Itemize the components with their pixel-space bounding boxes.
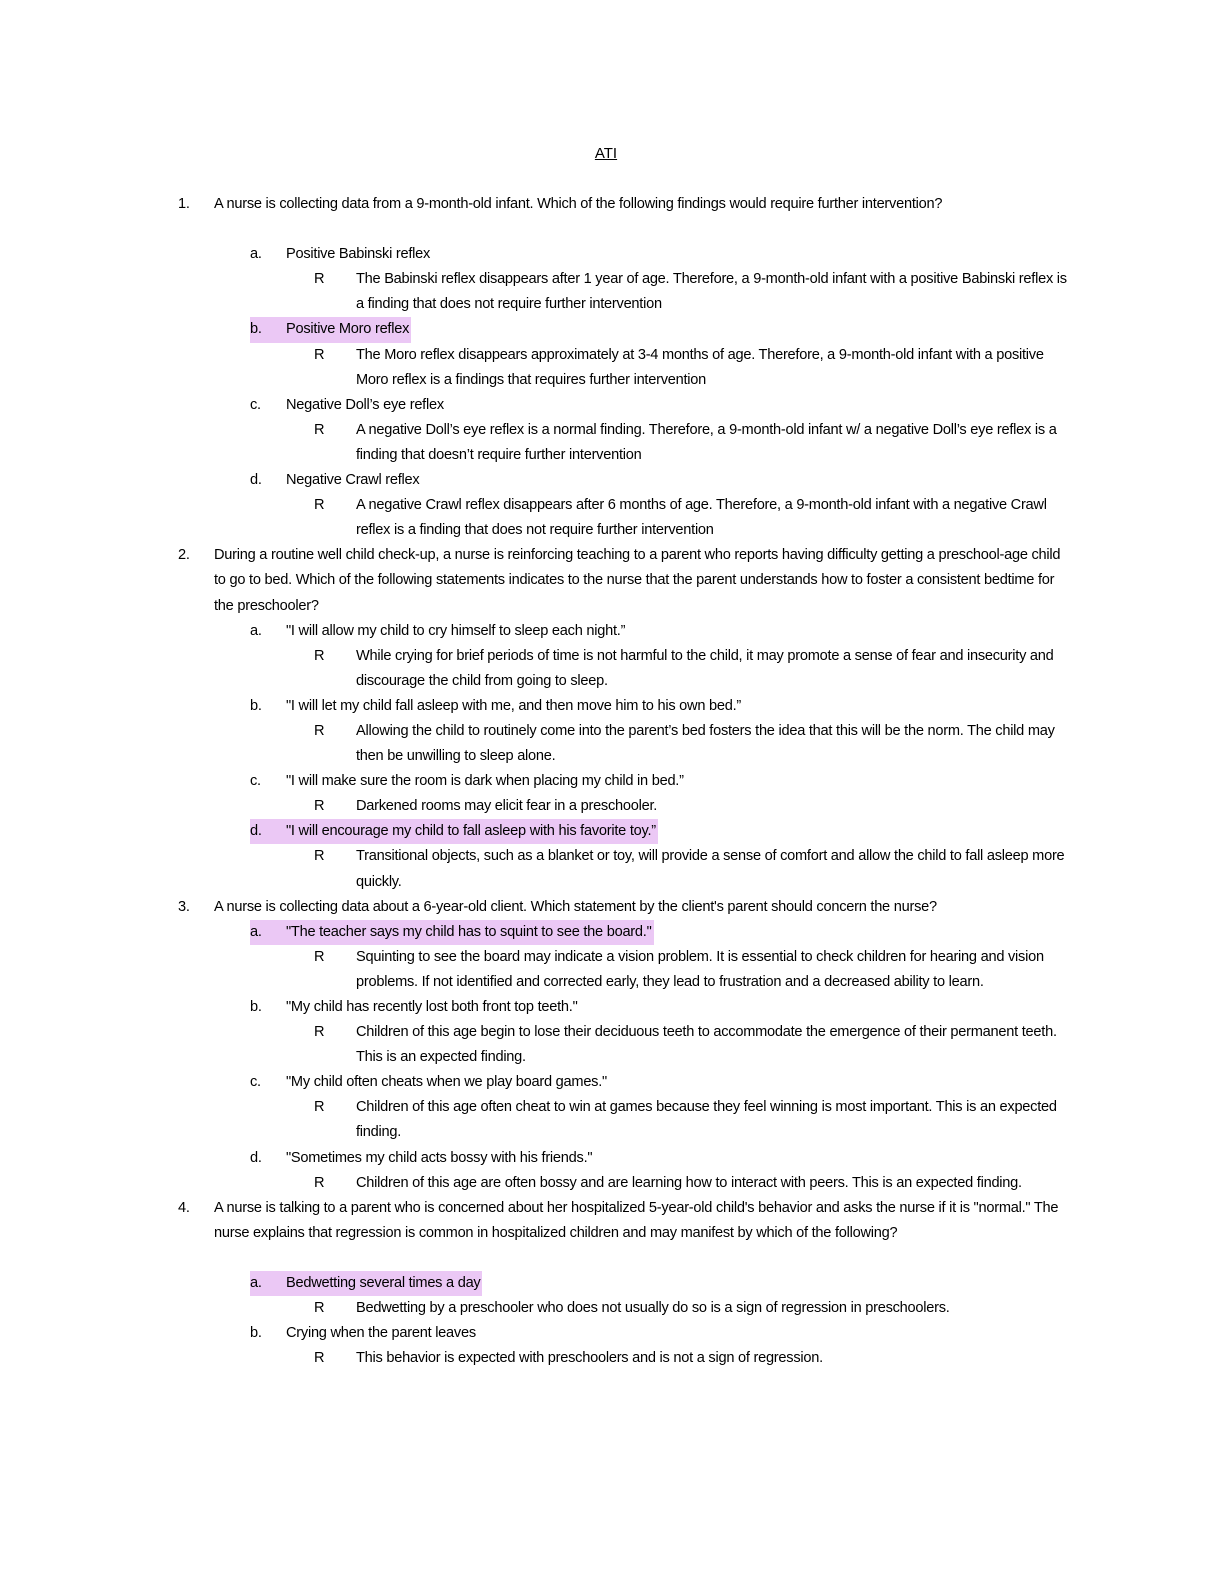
rationale-text: Children of this age are often bossy and are learning how to interact with peers. This is an expected finding. [356, 1174, 1022, 1191]
rationale [314, 1020, 1078, 1070]
option-text: "The teacher says my child has to squint to see the board." [286, 923, 652, 940]
question-number: 2. [178, 547, 190, 564]
option-text: Negative Doll’s eye reflex [286, 396, 444, 413]
question-number: 1. [178, 196, 190, 212]
option-d [250, 1146, 1078, 1171]
option-text: "Sometimes my child acts bossy with his friends." [286, 1149, 593, 1166]
option-letter: d. [250, 823, 262, 840]
option-letter: d. [250, 472, 262, 489]
question-text: A nurse is collecting data from a 9-month-old infant. Which of the following findings would require further intervention? [214, 196, 943, 212]
rationale [314, 493, 1078, 543]
option-text: Negative Crawl reflex [286, 472, 420, 489]
rationale-marker: R [314, 1350, 325, 1367]
option-b [250, 1321, 1078, 1346]
option-letter: b. [250, 321, 262, 338]
option-text: "I will make sure the room is dark when placing my child in bed.” [286, 773, 684, 790]
rationale-marker: R [314, 647, 325, 664]
rationale [314, 644, 1078, 694]
option-text: "I will allow my child to cry himself to sleep each night.” [286, 622, 626, 639]
rationale-text: Transitional objects, such as a blanket or toy, will provide a sense of comfort and allow the child to fall asleep more quickly. [356, 848, 1065, 890]
option-letter: a. [250, 923, 262, 940]
rationale-marker: R [314, 798, 325, 815]
option-text: "I will let my child fall asleep with me, and then move him to his own bed.” [286, 697, 742, 714]
rationale [314, 719, 1078, 769]
rationale [314, 1296, 1078, 1321]
option-text: Crying when the parent leaves [286, 1325, 476, 1342]
rationale-marker: R [314, 1300, 325, 1317]
rationale-text: Bedwetting by a preschooler who does not usually do so is a sign of regression in preschoolers. [356, 1300, 950, 1317]
rationale-marker: R [314, 346, 325, 363]
rationale-text: The Babinski reflex disappears after 1 year of age. Therefore, a 9-month-old infant with a positive Babinski reflex is a finding that does not require further intervention [356, 271, 1067, 313]
rationale-marker: R [314, 948, 325, 965]
option-letter: b. [250, 999, 262, 1016]
rationale [314, 418, 1078, 468]
question-text: During a routine well child check-up, a nurse is reinforcing teaching to a parent who reports having difficulty getting a preschool-age child to go to bed. Which of the following statements indicates to the nurse that the parent understands how to foster a consistent bedtime for the preschooler? [214, 547, 1061, 614]
option-a [250, 242, 1078, 267]
question-number: 3. [178, 898, 190, 915]
option-b [250, 694, 1078, 719]
option-text: "I will encourage my child to fall asleep with his favorite toy.” [286, 823, 656, 840]
option-letter: c. [250, 773, 261, 790]
rationale-marker: R [314, 1174, 325, 1191]
rationale-marker: R [314, 1024, 325, 1041]
rationale [314, 343, 1078, 393]
rationale [314, 945, 1078, 995]
rationale-text: This behavior is expected with preschoolers and is not a sign of regression. [356, 1350, 823, 1367]
rationale [314, 267, 1078, 317]
option-letter: a. [250, 246, 262, 263]
option-a [250, 619, 1078, 644]
option-letter: a. [250, 622, 262, 639]
option-c [250, 393, 1078, 418]
rationale-text: Children of this age begin to lose their deciduous teeth to accommodate the emergence of their permanent teeth. This is an expected finding. [356, 1024, 1057, 1066]
rationale-text: Darkened rooms may elicit fear in a preschooler. [356, 798, 658, 815]
rationale-text: A negative Doll’s eye reflex is a normal finding. Therefore, a 9-month-old infant w/ a negative Doll’s eye reflex is a finding that doesn’t require further intervention [356, 421, 1057, 463]
rationale-text: A negative Crawl reflex disappears after 6 months of age. Therefore, a 9-month-old infant with a negative Crawl reflex is a finding that does not require further intervention [356, 497, 1047, 539]
rationale-marker: R [314, 848, 325, 865]
option-b-correct [250, 317, 1078, 342]
rationale [314, 1095, 1078, 1145]
rationale [314, 794, 1078, 819]
rationale [314, 1171, 1078, 1196]
option-letter: b. [250, 697, 262, 714]
option-a-correct [250, 920, 1078, 945]
option-b [250, 995, 1078, 1020]
option-text: "My child has recently lost both front top teeth." [286, 999, 578, 1016]
rationale [314, 1346, 1078, 1371]
question-text: A nurse is collecting data about a 6-year-old client. Which statement by the client's parent should concern the nurse? [214, 898, 937, 915]
option-d [250, 468, 1078, 493]
question-1 [178, 192, 1078, 543]
rationale-text: The Moro reflex disappears approximately at 3-4 months of age. Therefore, a 9-month-old infant with a positive Moro reflex is a findings that requires further intervention [356, 346, 1044, 388]
rationale-text: While crying for brief periods of time is not harmful to the child, it may promote a sense of fear and insecurity and discourage the child from going to sleep. [356, 647, 1054, 689]
rationale-text: Children of this age often cheat to win at games because they feel winning is most important. This is an expected finding. [356, 1099, 1057, 1141]
option-d-correct [250, 819, 1078, 844]
question-3 [178, 895, 1078, 1196]
question-2 [178, 543, 1078, 894]
option-letter: b. [250, 1325, 262, 1342]
rationale-marker: R [314, 497, 325, 514]
option-a-correct [250, 1271, 1078, 1296]
rationale-text: Allowing the child to routinely come into the parent’s bed fosters the idea that this will be the norm. The child may then be unwilling to sleep alone. [356, 722, 1055, 765]
rationale-marker: R [314, 1099, 325, 1116]
rationale-marker: R [314, 722, 325, 739]
rationale [314, 844, 1078, 894]
option-letter: c. [250, 1074, 261, 1091]
option-letter: a. [250, 1275, 262, 1292]
question-4 [178, 1196, 1078, 1372]
option-letter: c. [250, 396, 261, 413]
document-title: ATI [594, 145, 618, 162]
question-text: A nurse is talking to a parent who is concerned about her hospitalized 5-year-old child's behavior and asks the nurse if it is "normal." The nurse explains that regression is common in hospitalized children and may manifest by which of the following? [214, 1199, 1059, 1241]
option-letter: d. [250, 1149, 262, 1166]
question-number: 4. [178, 1199, 190, 1216]
option-text: Positive Babinski reflex [286, 246, 431, 263]
rationale-marker: R [314, 421, 325, 438]
option-text: "My child often cheats when we play board games." [286, 1074, 607, 1091]
option-text: Bedwetting several times a day [286, 1275, 481, 1292]
option-text: Positive Moro reflex [286, 321, 410, 338]
question-list [178, 192, 1078, 1371]
rationale-marker: R [314, 271, 325, 288]
option-c [250, 769, 1078, 794]
option-c [250, 1070, 1078, 1095]
rationale-text: Squinting to see the board may indicate a vision problem. It is essential to check children for hearing and vision problems. If not identified and corrected early, they lead to frustration and a decreased ability to learn. [356, 948, 1044, 990]
